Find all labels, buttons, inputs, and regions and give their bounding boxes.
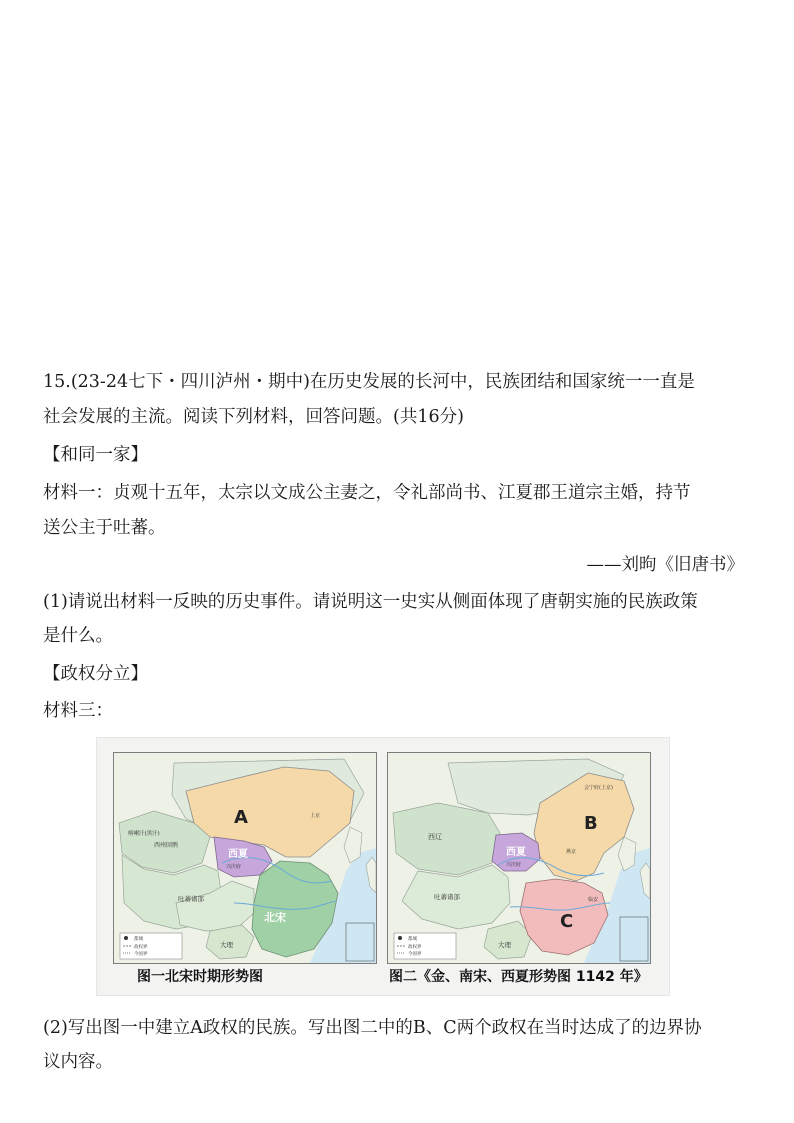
label-yanjing: 燕京 <box>566 849 577 855</box>
legend-border-1: 政权界 <box>134 945 148 950</box>
material3-label: 材料三： <box>43 701 113 721</box>
legend-capital-2: 都城 <box>408 937 417 942</box>
obscured-previous-content <box>0 0 794 350</box>
question2-line2: 议内容。 <box>43 1052 113 1072</box>
legend-coast-1: 今国界 <box>134 952 148 957</box>
label-lin-an: 临安 <box>588 897 599 903</box>
label-karakhanid: 喀喇汗(黑汗) <box>128 831 160 837</box>
question1-line1: (1)请说出材料一反映的历史事件。请说明这一史实从侧面体现了唐朝实施的民族政策 <box>43 592 698 612</box>
label-huining: 会宁府(上京) <box>584 785 613 791</box>
question2-line1: (2)写出图一中建立A政权的民族。写出图二中的B、C两个政权在当时达成了的边界协 <box>43 1018 702 1038</box>
legend-coast-2: 今国界 <box>408 952 422 957</box>
label-c: C <box>560 911 574 932</box>
map-northern-song <box>113 752 377 964</box>
label-xiliao: 西辽 <box>428 833 442 841</box>
map1-caption: 图一北宋时期形势图 <box>137 969 263 985</box>
label-a: A <box>234 807 248 828</box>
label-dali-1: 大理 <box>220 941 233 949</box>
map2-caption: 图二《金、南宋、西夏形势图 1142 年》 <box>389 969 648 985</box>
label-xizhou: 西州回鹘 <box>154 842 179 849</box>
label-xixia-2: 西夏 <box>506 847 526 858</box>
material1-line1: 材料一：贞观十五年，太宗以文成公主妻之，令礼部尚书、江夏郡王道宗主婚，持节 <box>43 483 691 503</box>
legend-capital-1: 都城 <box>134 937 143 942</box>
question-header-line2: 社会发展的主流。阅读下列材料，回答问题。(共16分) <box>43 407 464 427</box>
label-tubo-2: 吐蕃诸部 <box>434 893 460 901</box>
question1-line2: 是什么。 <box>43 626 113 646</box>
legend-border-2: 政权界 <box>408 945 422 950</box>
map-figure <box>96 737 670 996</box>
section-title-zhengquan: 【政权分立】 <box>43 664 148 684</box>
map-jin-southern-song <box>387 752 651 964</box>
material1-line2: 送公主于吐蕃。 <box>43 518 166 538</box>
label-xixia-1: 西夏 <box>228 849 248 860</box>
label-shangjing: 上京 <box>310 813 321 819</box>
label-tubo-1: 吐蕃诸部 <box>178 895 204 903</box>
label-b: B <box>584 813 598 834</box>
label-dali-2: 大理 <box>498 941 511 949</box>
label-xingqing-2: 兴庆府 <box>506 862 522 868</box>
label-xingqing-1: 兴庆府 <box>226 864 242 870</box>
section-title-hetong: 【和同一家】 <box>43 445 148 465</box>
label-northern-song: 北宋 <box>264 911 286 924</box>
material1-source: ——刘昫《旧唐书》 <box>586 555 744 575</box>
question-header-line1: 15.(23-24七下・四川泸州・期中)在历史发展的长河中，民族团结和国家统一一直是 <box>43 372 695 392</box>
